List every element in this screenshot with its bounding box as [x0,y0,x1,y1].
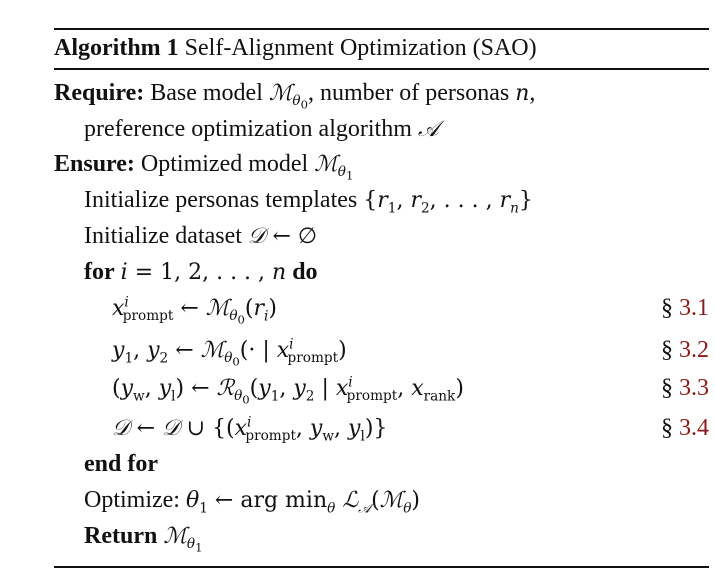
section-symbol: § [661,415,673,441]
math-optimized-model: ℳ$_{\theta_1}$ [314,152,354,184]
for-keyword: for [84,259,115,285]
math-dataset-update: 𝒟 ← 𝒟 ∪ {($x^i_{prompt}$, $y_w$, $y_l$)} [112,414,388,445]
require-line-2 [84,114,439,145]
init-personas-line [84,185,533,216]
step-prompt-line [112,293,277,328]
do-keyword: do [292,259,318,285]
optimize-line [84,485,420,516]
section-ref-4[interactable] [661,413,709,443]
math-loop-range: i = 1, 2, . . . , n [120,260,287,285]
require-line: Require: Base model ℳ$_{\theta_0}$, number of personas n, [54,80,536,113]
math-return-model: ℳ$_{\theta_1}$ [163,524,203,556]
section-symbol: § [661,337,673,363]
algorithm-title [54,33,537,63]
require-text-base: Base model [150,80,263,106]
require-label: Require: [54,80,145,106]
require-text-algorithm: preference optimization algorithm [84,116,412,142]
section-ref-number: 3.3 [679,375,709,401]
return-line [84,521,203,556]
math-dataset-init: 𝒟 ← ∅ [247,224,318,249]
section-ref-number: 3.2 [679,337,709,363]
algorithm-label: Algorithm 1 [54,35,179,61]
section-ref-number: 3.1 [679,295,709,321]
return-keyword: Return [84,523,158,549]
optimize-text: Optimize: [84,487,180,513]
section-symbol: § [661,295,673,321]
math-response-generation: $y_1$, $y_2$ ← ℳ$_{\theta_0}$(· | $x^i_{prompt}$) [112,336,347,370]
require-text-personas: , number of personas [307,80,510,106]
end-for-line [84,449,158,479]
title-rule [54,68,709,70]
math-optimization: $\theta_1$ ← arg $\min_\theta$ ℒ$_𝒜$(ℳ$_\theta$) [185,488,420,517]
math-base-model: ℳ$_{\theta_0}$ [268,81,308,113]
math-algorithm-a: 𝒜 [417,117,439,142]
step-dataset-line [112,413,387,444]
ensure-text: Optimized model [140,151,309,177]
for-line [84,257,318,288]
ensure-label: Ensure: [54,151,135,177]
section-ref-2[interactable] [661,335,709,365]
ensure-line [54,149,354,184]
init-dataset-text: Initialize dataset [84,223,242,249]
section-ref-3[interactable] [661,373,709,403]
section-ref-number: 3.4 [679,415,709,441]
algorithm-name: Self-Alignment Optimization (SAO) [184,35,537,61]
bottom-rule [54,566,709,568]
step-response-line [112,335,347,370]
math-ranking: ($y_w$, $y_l$) ← $ℛ_{\theta_0}(y_1$, $y_2$ | $x^i_{prompt}$, $x_{rank}$) [112,374,464,408]
end-for-keyword: end for [84,451,158,477]
init-personas-text: Initialize personas templates [84,187,358,213]
init-dataset-line [84,221,317,252]
math-prompt-generation: $x^i_{prompt}$ ← $ℳ_{\theta_0}(r_i)$ [112,294,277,328]
math-persona-set: {$r_1$, $r_2$, . . . , $r_n$} [363,188,533,217]
math-n: n [515,81,530,106]
algorithm-block [54,28,709,568]
section-symbol: § [661,375,673,401]
top-rule [54,28,709,30]
section-ref-1[interactable] [661,293,709,323]
step-rank-line [112,373,464,408]
